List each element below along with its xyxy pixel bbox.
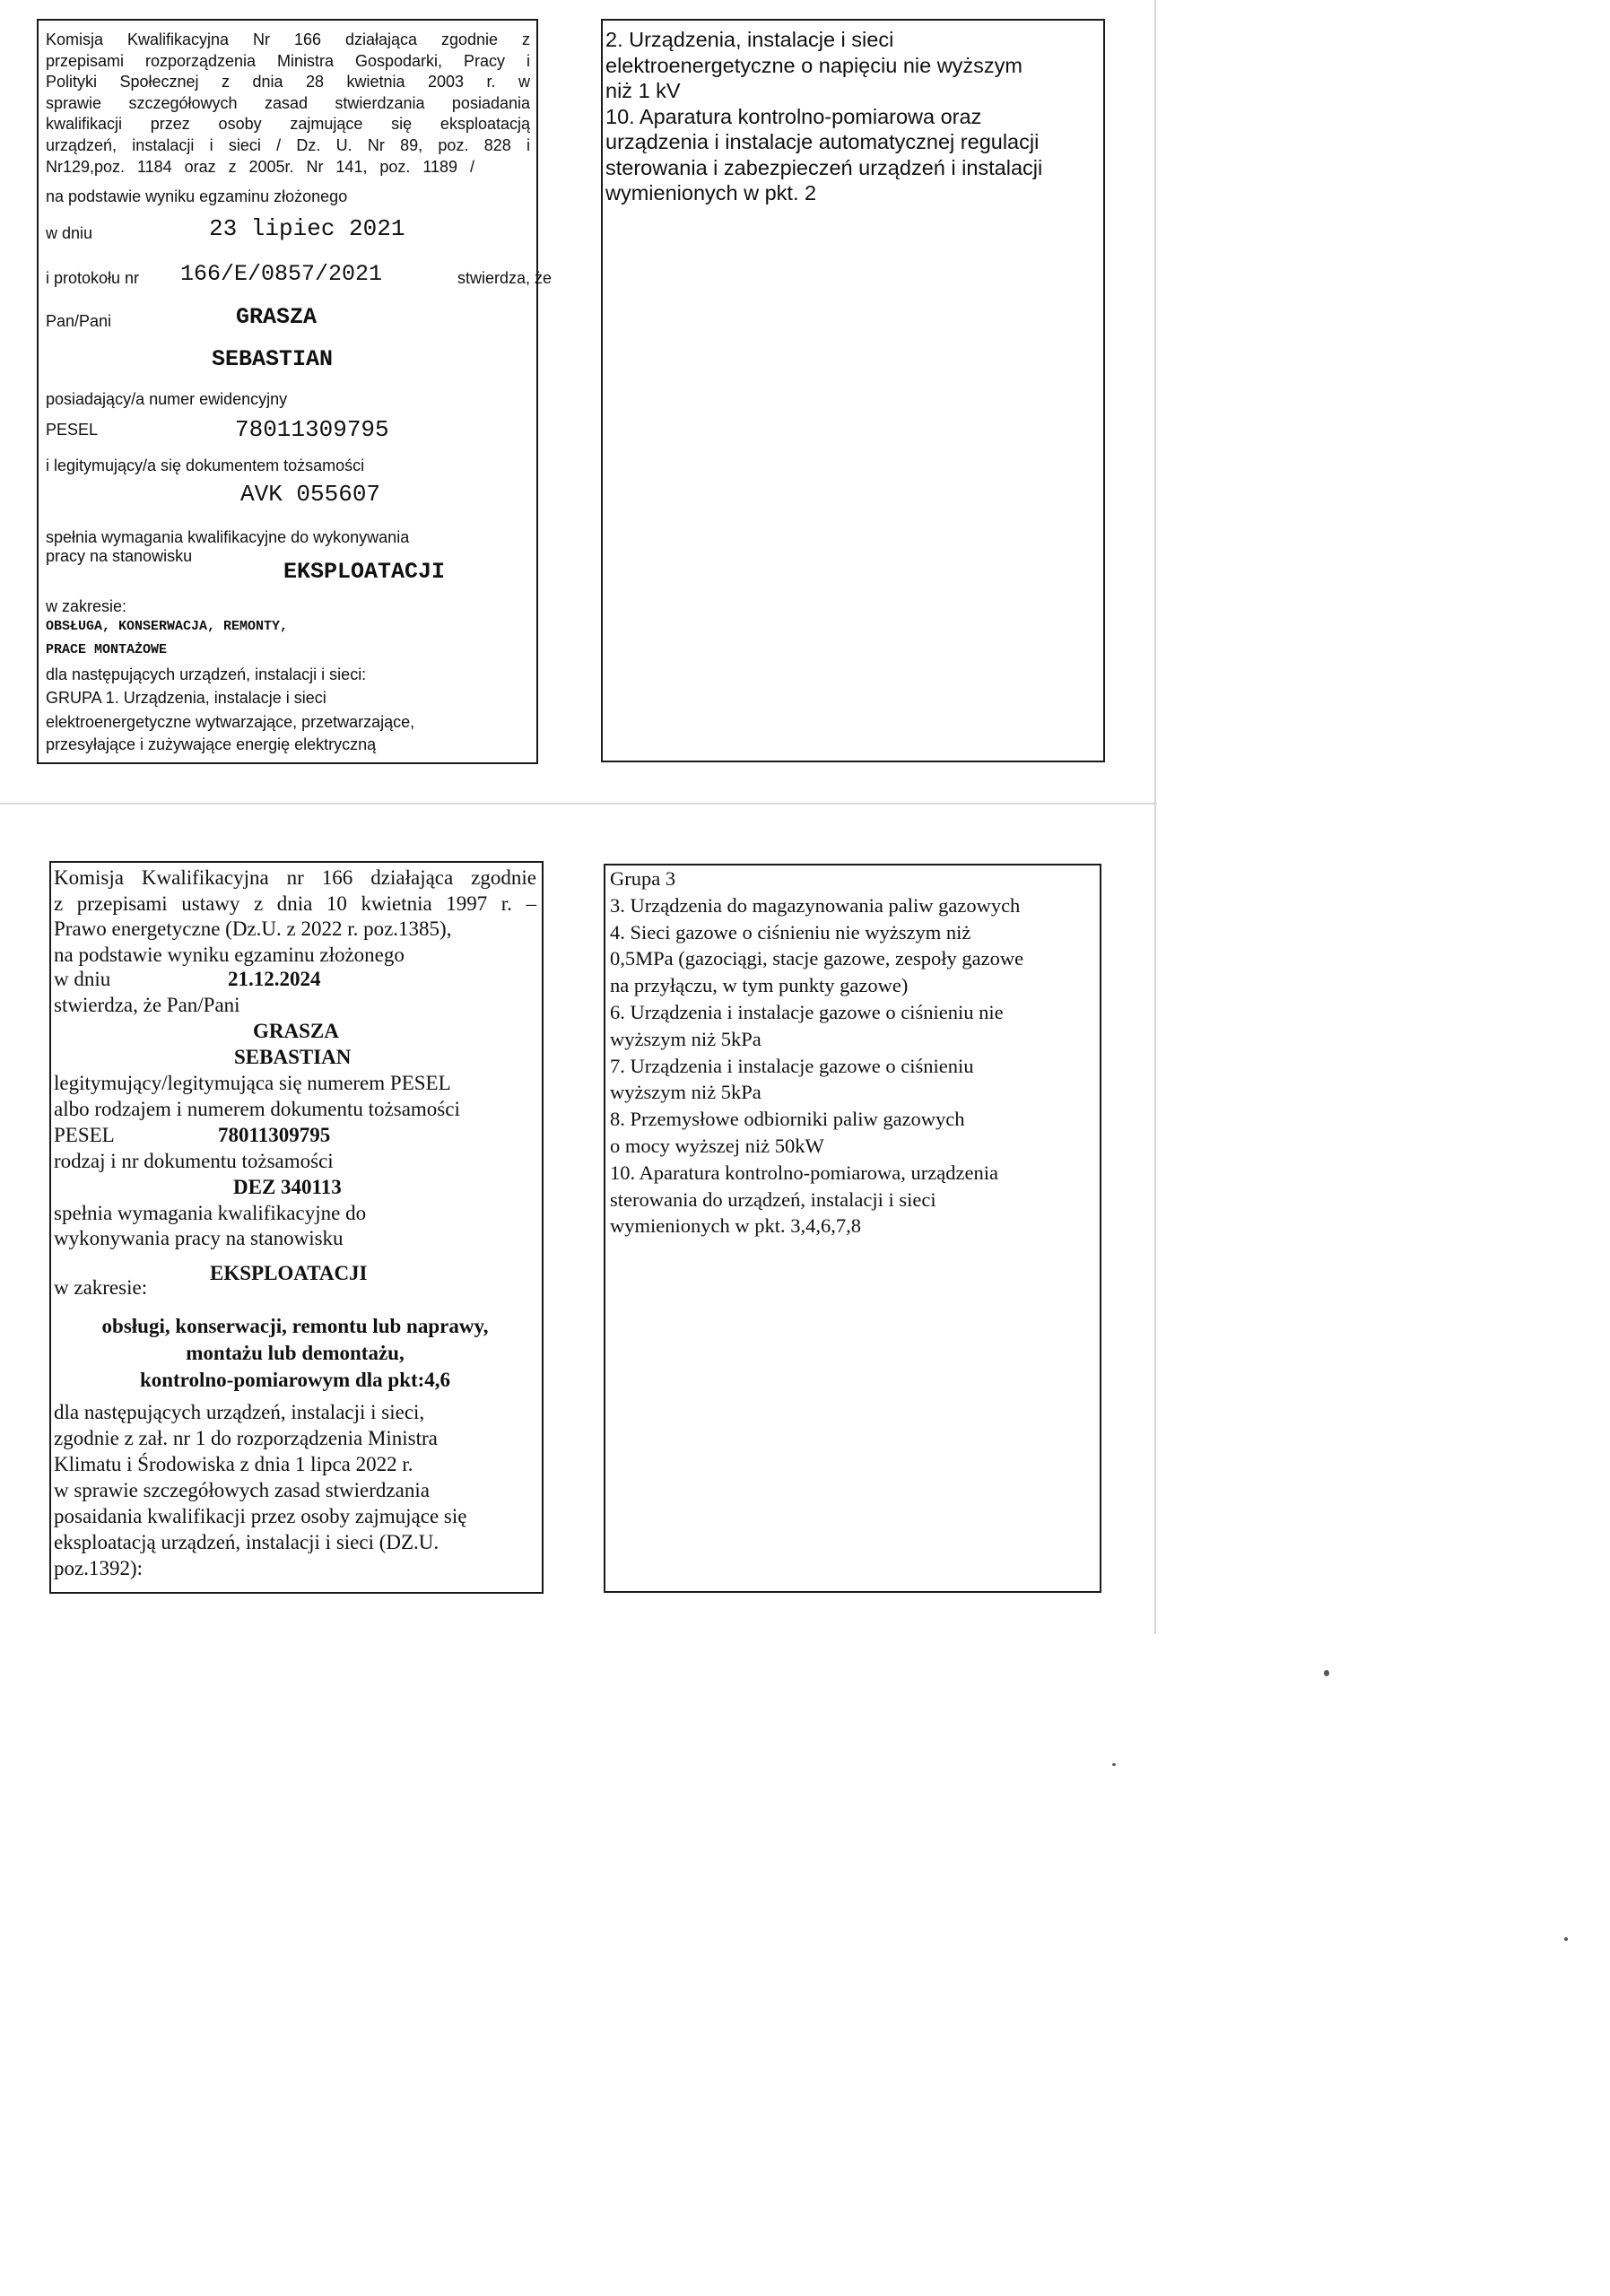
scan-speck (1324, 1670, 1329, 1676)
category-line: 10. Aparatura kontrolno-pomiarowa, urządzenia (610, 1161, 998, 1184)
pesel-number: 78011309795 (218, 1124, 331, 1146)
scan-edge-right-upper (1154, 0, 1156, 804)
scan-edge-right-lower (1154, 804, 1156, 1634)
category-line: 4. Sieci gazowe o ciśnieniu nie wyższym niż (610, 920, 971, 944)
certificate-2-front (49, 861, 544, 1594)
category-line: urządzenia i instalacje automatycznej regulacji (605, 130, 1040, 153)
protocol-label: i protokołu nr (46, 269, 140, 287)
meets-requirements-line2: wykonywania pracy na stanowisku (54, 1227, 344, 1249)
scope-line: kontrolno-pomiarowym dla pkt:4,6 (139, 1369, 451, 1391)
certificate-2-closing: dla następujących urządzeń, instalacji i sieci, zgodnie z zał. nr 1 do rozporządzenia Ministra Klimatu i Środowiska z dnia 1 lipca 2022 r. w sprawie szczegółowych zasad stwierdzania posaidania kwalifikacji przez osoby zajmujące się eksploatacją urządzeń, instalacji i sieci (DZ.U. poz.1392): (54, 1401, 467, 1579)
category-line: wyższym niż 5kPa (610, 1081, 761, 1104)
category-line: sterowania i zabezpieczeń urządzeń i instalacji (605, 155, 1043, 179)
scan-speck (1564, 1937, 1568, 1941)
position-name: EKSPLOATACJI (210, 1262, 368, 1284)
pesel-number: 78011309795 (235, 416, 389, 443)
category-line: 0,5MPa (gazociągi, stacje gazowe, zespoły gazowe (610, 947, 1024, 970)
certificate-2-categories (610, 865, 1099, 1239)
category-line: sterowania do urządzeń, instalacji i sieci (610, 1187, 936, 1211)
meets-requirements-line2: pracy na stanowisku (46, 547, 193, 565)
holder-given-name: SEBASTIAN (212, 346, 334, 372)
category-line: 7. Urządzenia i instalacje gazowe o ciśnieniu (610, 1054, 974, 1077)
record-number-label: posiadający/a numer ewidencyjny (46, 390, 288, 408)
group-line-3: przesyłające i zużywające energię elektryczną (46, 735, 377, 753)
document-number: DEZ 340113 (233, 1176, 342, 1198)
category-line: wyższym niż 5kPa (610, 1027, 761, 1050)
pesel-label: PESEL (46, 421, 99, 439)
exam-basis: na podstawie wyniku egzaminu złożonego (46, 187, 348, 205)
category-line: 10. Aparatura kontrolno-pomiarowa oraz (605, 104, 982, 128)
scan-speck (1112, 1763, 1116, 1766)
certificate-1-front (37, 19, 553, 764)
holder-given-name: SEBASTIAN (234, 1046, 352, 1068)
holder-surname: GRASZA (253, 1020, 339, 1042)
meets-requirements-line1: spełnia wymagania kwalifikacyjne do wykonywania (46, 528, 410, 546)
certificate-2-intro: Komisja Kwalifikacyjna nr 166 działająca zgodnie z przepisami ustawy z dnia 10 kwietnia 1997 r. – Prawo energetyczne (Dz.U. z 2022 r. poz.1385), na podstawie wyniku egzaminu złożonego (54, 866, 536, 966)
scope-line: obsługi, konserwacji, remontu lub naprawy, (101, 1315, 489, 1337)
scope-line-1: OBSŁUGA, KONSERWACJA, REMONTY, (46, 619, 289, 634)
holder-surname: GRASZA (236, 304, 318, 330)
id-document-number: AVK 055607 (240, 481, 381, 508)
certificate-1-intro: Komisja Kwalifikacyjna Nr 166 działająca zgodnie z przepisami rozporządzenia Ministra Gospodarki, Pracy i Polityki Społecznej z dnia 28 kwietnia 2003 r. w sprawie szczegółowych zasad stwierdzania posiadania kwalifikacji przez osoby zajmujące się eksploatacją urządzeń, instalacji i sieci / Dz. U. Nr 89, poz. 828 i Nr129,poz. 1184 oraz z 2005r. Nr 141, poz. 1189 / (46, 30, 530, 176)
scope-line-2: PRACE MONTAŻOWE (46, 642, 168, 657)
id-line-1: legitymujący/legitymująca się numerem PESEL (54, 1072, 451, 1094)
scan-edge-top (0, 803, 1157, 804)
protocol-number: 166/E/0857/2021 (180, 261, 383, 287)
document-label: rodzaj i nr dokumentu tożsamości (54, 1150, 334, 1172)
states-text: stwierdza, że (457, 269, 553, 287)
certificate-1-categories (605, 27, 1099, 206)
category-line: na przyłączu, w tym punkty gazowe) (610, 974, 909, 997)
states-text: stwierdza, że Pan/Pani (54, 994, 240, 1016)
date-label: w dniu (46, 224, 93, 242)
category-line: 8. Przemysłowe odbiorniki paliw gazowych (610, 1108, 965, 1131)
category-line: Grupa 3 (610, 867, 676, 890)
category-line: 3. Urządzenia do magazynowania paliw gazowych (610, 893, 1021, 917)
category-line: 2. Urządzenia, instalacje i sieci (605, 28, 894, 51)
position-name: EKSPLOATACJI (283, 559, 446, 585)
id-line-2: albo rodzajem i numerem dokumentu tożsamości (54, 1098, 460, 1120)
devices-label: dla następujących urządzeń, instalacji i sieci: (46, 665, 367, 683)
category-line: niż 1 kV (605, 79, 681, 102)
category-line: elektroenergetyczne o napięciu nie wyższym (605, 53, 1023, 77)
scope-list (54, 1313, 536, 1394)
certificate-1-back (601, 19, 1105, 762)
group-line-1: GRUPA 1. Urządzenia, instalacje i sieci (46, 689, 326, 707)
scope-label: w zakresie: (46, 597, 127, 615)
scope-line: montażu lub demontażu, (186, 1342, 405, 1364)
exam-date: 23 lipiec 2021 (209, 215, 405, 242)
meets-requirements-line1: spełnia wymagania kwalifikacyjne do (54, 1202, 367, 1224)
category-line: o mocy wyższej niż 50kW (610, 1134, 824, 1157)
category-line: wymienionych w pkt. 2 (605, 181, 817, 204)
certificate-2-back (604, 864, 1101, 1593)
pesel-label: PESEL (54, 1124, 115, 1146)
scope-label: w zakresie: (54, 1276, 148, 1299)
person-label: Pan/Pani (46, 312, 112, 330)
category-line: 6. Urządzenia i instalacje gazowe o ciśnieniu nie (610, 1000, 1004, 1023)
id-document-label: i legitymujący/a się dokumentem tożsamości (46, 457, 365, 474)
exam-date: 21.12.2024 (228, 968, 321, 990)
group-line-2: elektroenergetyczne wytwarzające, przetwarzające, (46, 713, 415, 731)
category-line: wymienionych w pkt. 3,4,6,7,8 (610, 1214, 861, 1238)
date-label: w dniu (54, 968, 111, 990)
